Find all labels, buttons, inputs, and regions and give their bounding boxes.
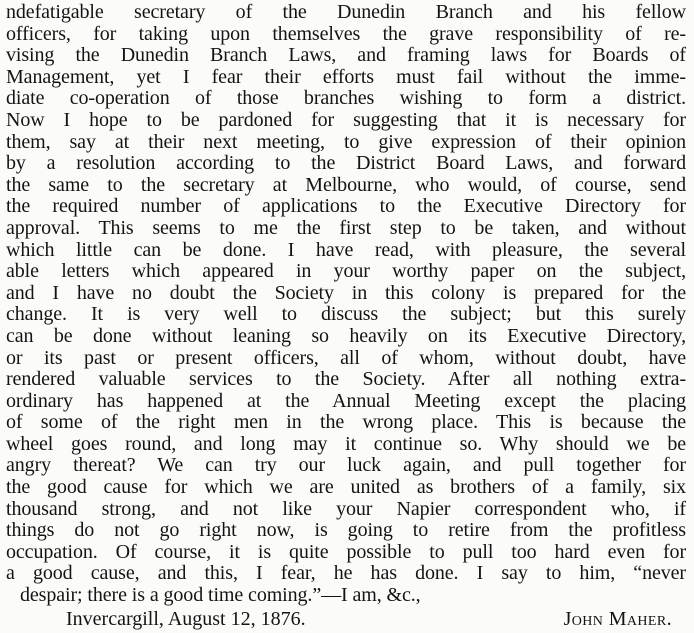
text-line: approval. This seems to me the first step to be taken, and without [6, 216, 686, 239]
text-line: Now I hope to be pardoned for suggesting that it is necessary for [6, 108, 686, 131]
text-line: Management, yet I fear their efforts must fail without the imme- [6, 65, 686, 88]
text-line: the good cause for which we are united as brothers of a family, six [6, 476, 686, 499]
letter-body [6, 2, 686, 607]
text-line: them, say at their next meeting, to give expression of their opinion [6, 130, 686, 153]
signoff [66, 608, 678, 630]
text-line: a good cause, and this, I fear, he has done. I say to him, “never [6, 562, 686, 585]
text-line: vising the Dunedin Branch Laws, and framing laws for Boards of [6, 44, 686, 67]
text-line: occupation. Of course, it is quite possible to pull too hard even for [6, 540, 686, 563]
text-line: wheel goes round, and long may it continue so. Why should we be [6, 432, 686, 455]
text-line: change. It is very well to discuss the subject; but this surely [6, 303, 686, 326]
text-line-closing: despair; there is a good time coming.”—I am, &c., [20, 584, 421, 607]
text-line: by a resolution according to the District Board Laws, and forward [6, 152, 686, 175]
text-line: angry thereat? We can try our luck again, and pull together for [6, 454, 686, 477]
text-line: the same to the secretary at Melbourne, who would, of course, send [6, 173, 686, 196]
text-line: things do not go right now, is going to retire from the profitless [6, 519, 686, 542]
text-line: able letters which appeared in your worthy paper on the subject, [6, 260, 686, 283]
text-line: which little can be done. I have read, with pleasure, the several [6, 238, 686, 261]
text-line: ordinary has happened at the Annual Meeting except the placing [6, 389, 686, 412]
author-signature: John Maher. [563, 608, 672, 630]
text-line: thousand strong, and not like your Napier correspondent who, if [6, 497, 686, 520]
text-line: can be done without leaning so heavily on its Executive Directory, [6, 324, 686, 347]
text-line: the required number of applications to the Executive Directory for [6, 195, 686, 218]
text-line: officers, for taking upon themselves the grave responsibility of re- [6, 22, 686, 45]
dateline: Invercargill, August 12, 1876. [66, 608, 306, 630]
text-line: rendered valuable services to the Society. After all nothing extra- [6, 368, 686, 391]
text-line: and I have no doubt the Society in this colony is prepared for the [6, 281, 686, 304]
text-line: of some of the right men in the wrong place. This is because the [6, 411, 686, 434]
text-line: or its past or present officers, all of whom, without doubt, have [6, 346, 686, 369]
text-line: diate co-operation of those branches wishing to form a district. [6, 87, 686, 110]
text-line: ndefatigable secretary of the Dunedin Branch and his fellow [6, 1, 686, 23]
